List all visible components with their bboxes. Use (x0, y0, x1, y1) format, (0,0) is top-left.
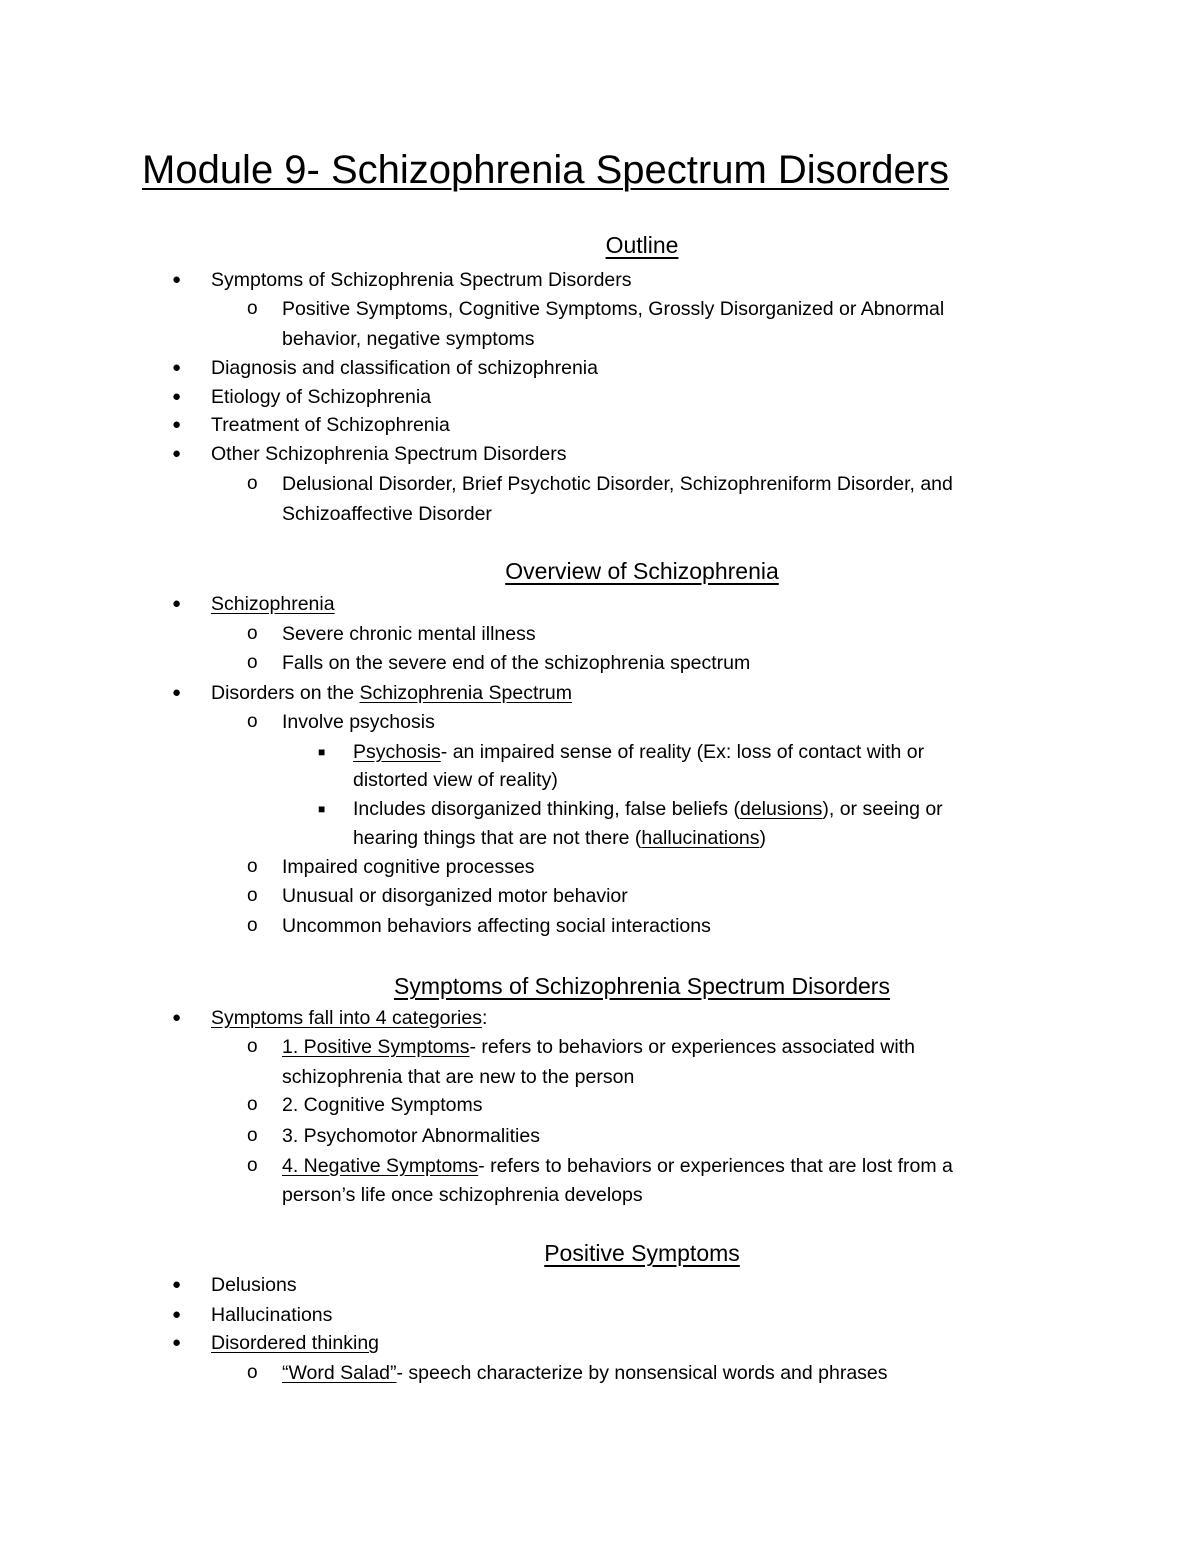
positive-item: Hallucinations (211, 1304, 333, 1326)
outline-subitem: Delusional Disorder, Brief Psychotic Disorder, Schizophreniform Disorder, and (282, 473, 953, 495)
bullet-icon: ● (172, 388, 182, 405)
word-salad-term: “Word Salad” (282, 1362, 397, 1384)
outline-heading: Outline (605, 232, 679, 258)
bullet-icon: ● (172, 595, 182, 612)
overview-heading: Overview of Schizophrenia (505, 558, 779, 584)
circle-bullet-icon: o (247, 652, 258, 673)
hallucinations-term: hallucinations (641, 827, 760, 849)
outline-item: Treatment of Schizophrenia (211, 414, 450, 436)
psychosis-definition (353, 740, 924, 764)
bullet-icon: ● (172, 445, 182, 462)
overview-item (211, 681, 572, 705)
outline-subitem-continued: behavior, negative symptoms (282, 328, 535, 350)
overview-subitem: Falls on the severe end of the schizophrenia spectrum (282, 652, 751, 674)
bullet-icon: ● (172, 1334, 182, 1351)
bullet-icon: ● (172, 416, 182, 433)
disordered-thinking-term: Disordered thinking (211, 1332, 380, 1354)
circle-bullet-icon: o (247, 915, 258, 936)
bullet-icon: ● (172, 684, 182, 701)
categories-colon: : (481, 1007, 488, 1029)
bullet-icon: ● (172, 271, 182, 288)
circle-bullet-icon: o (247, 1125, 258, 1146)
psychosis-definition-continued: distorted view of reality) (353, 769, 558, 791)
bullet-icon: ● (172, 1276, 182, 1293)
negative-symptoms-term: 4. Negative Symptoms (282, 1155, 479, 1177)
word-salad-definition: - speech characterize by nonsensical words and phrases (396, 1362, 888, 1384)
category-positive (282, 1035, 915, 1059)
circle-bullet-icon: o (247, 711, 258, 732)
outline-subitem: Positive Symptoms, Cognitive Symptoms, Grossly Disorganized or Abnormal (282, 298, 945, 320)
outline-item: Symptoms of Schizophrenia Spectrum Disorders (211, 269, 632, 291)
positive-symptoms-definition: - refers to behaviors or experiences associated with (469, 1036, 915, 1058)
circle-bullet-icon: o (247, 856, 258, 877)
includes-text: ), or seeing or (822, 798, 943, 820)
includes-line-continued (353, 826, 766, 850)
negative-symptoms-definition: - refers to behaviors or experiences that are lost from a (478, 1155, 953, 1177)
circle-bullet-icon: o (247, 1155, 258, 1176)
spectrum-prefix: Disorders on the (211, 682, 360, 704)
circle-bullet-icon: o (247, 298, 258, 319)
category-cognitive: 2. Cognitive Symptoms (282, 1094, 483, 1116)
outline-item: Etiology of Schizophrenia (211, 386, 432, 408)
category-negative-continued: person’s life once schizophrenia develops (282, 1184, 643, 1206)
word-salad-item (282, 1361, 888, 1385)
outline-subitem-continued: Schizoaffective Disorder (282, 503, 492, 525)
schizophrenia-term: Schizophrenia (211, 593, 335, 615)
square-bullet-icon: ■ (318, 745, 326, 759)
spectrum-term: Schizophrenia Spectrum (359, 682, 572, 704)
bullet-icon: ● (172, 1009, 182, 1026)
overview-subitem: Involve psychosis (282, 711, 435, 733)
circle-bullet-icon: o (247, 623, 258, 644)
includes-text: hearing things that are not there ( (353, 827, 642, 849)
circle-bullet-icon: o (247, 1036, 258, 1057)
psychosis-term: Psychosis (353, 741, 441, 763)
includes-line (353, 797, 943, 821)
circle-bullet-icon: o (247, 473, 258, 494)
category-positive-continued: schizophrenia that are new to the person (282, 1066, 635, 1088)
outline-item: Diagnosis and classification of schizophrenia (211, 357, 598, 379)
circle-bullet-icon: o (247, 1362, 258, 1383)
circle-bullet-icon: o (247, 1094, 258, 1115)
category-psychomotor: 3. Psychomotor Abnormalities (282, 1125, 540, 1147)
circle-bullet-icon: o (247, 885, 258, 906)
positive-symptoms-term: 1. Positive Symptoms (282, 1036, 470, 1058)
includes-text: Includes disorganized thinking, false beliefs ( (353, 798, 740, 820)
outline-item: Other Schizophrenia Spectrum Disorders (211, 443, 567, 465)
document-title: Module 9- Schizophrenia Spectrum Disorders (142, 148, 950, 192)
includes-text: ) (759, 827, 767, 849)
psychosis-definition-text: - an impaired sense of reality (Ex: loss of contact with or (440, 741, 925, 763)
overview-subitem: Severe chronic mental illness (282, 623, 536, 645)
delusions-term: delusions (739, 798, 823, 820)
square-bullet-icon: ■ (318, 802, 326, 816)
symptoms-item (211, 1006, 487, 1030)
overview-subitem: Uncommon behaviors affecting social interactions (282, 915, 711, 937)
bullet-icon: ● (172, 1306, 182, 1323)
overview-subitem: Impaired cognitive processes (282, 856, 535, 878)
categories-term: Symptoms fall into 4 categories (211, 1007, 482, 1029)
symptoms-heading: Symptoms of Schizophrenia Spectrum Disorders (394, 973, 890, 999)
bullet-icon: ● (172, 359, 182, 376)
positive-item: Delusions (211, 1274, 297, 1296)
overview-subitem: Unusual or disorganized motor behavior (282, 885, 628, 907)
positive-heading: Positive Symptoms (544, 1240, 740, 1266)
category-negative (282, 1154, 953, 1178)
